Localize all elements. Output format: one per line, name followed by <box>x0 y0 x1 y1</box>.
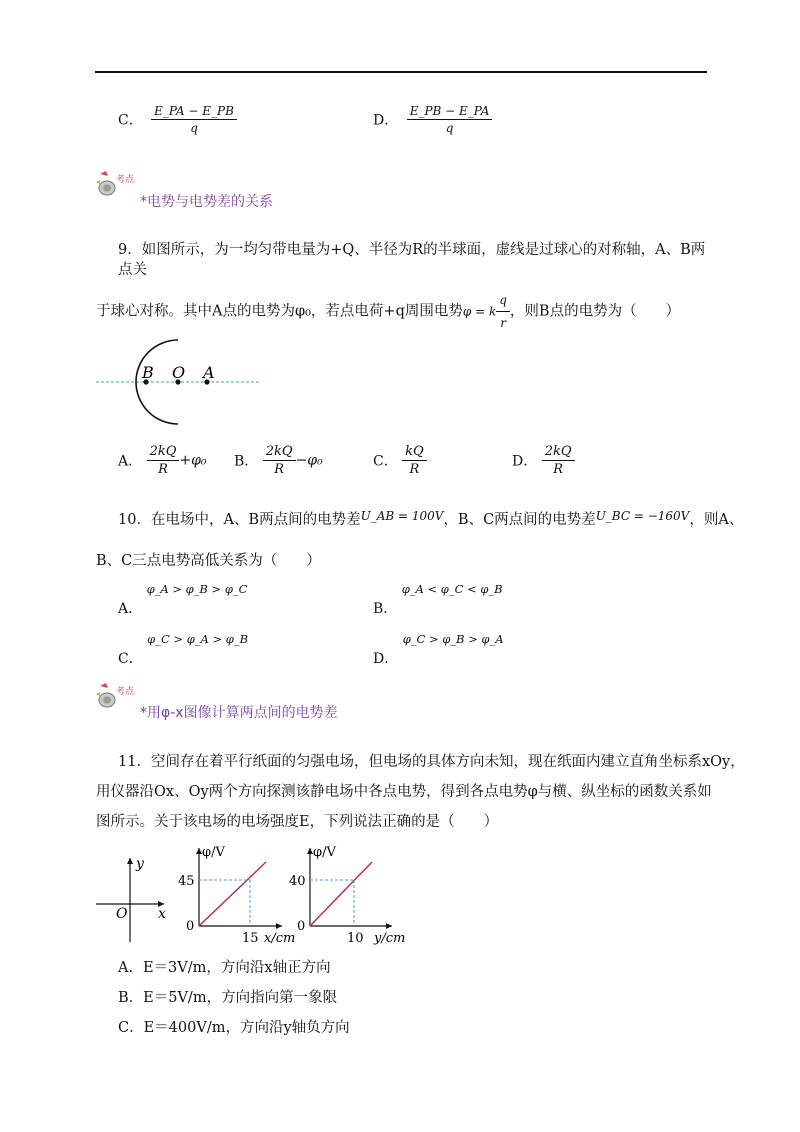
q10-line2: B、C三点电势高低关系为（ ） <box>96 553 321 569</box>
q11-line1: 11．空间存在着平行纸面的匀强电场，但电场的具体方向未知，现在纸面内建立直角坐标系xOy， <box>118 754 745 770</box>
graph1-yval: 45 <box>178 874 195 889</box>
header-rule <box>95 71 707 73</box>
kaodian-icon <box>94 680 134 718</box>
graph1-ylabel: φ/V <box>202 845 225 860</box>
q11-option-b[interactable]: B．E＝5V/m，方向指向第一象限 <box>118 990 338 1006</box>
q10-option-b[interactable]: B． $^{\varphi\_A < \varphi\_C < \varphi\_B}$ <box>373 582 503 617</box>
q8-option-d-fraction: $\frac{E\_PB - E\_PA}{q}$ <box>407 104 493 135</box>
q9-option-d[interactable]: D． $\frac{2kQ}{R}$ <box>512 444 575 477</box>
q8-option-c-fraction: $\frac{E\_PA - E\_PB}{q}$ <box>151 104 237 135</box>
q9-line1: 9．如图所示，为一均匀带电量为+Q、半径为R的半球面，虚线是过球心的对称轴，A、B两点关 <box>118 242 706 278</box>
q10-ubc: U_BC = −160V <box>595 509 690 523</box>
label-b: B <box>142 363 154 382</box>
q11-option-c[interactable]: C．E＝400V/m，方向沿y轴负方向 <box>118 1020 350 1036</box>
q11-line2: 用仪器沿Ox、Oy两个方向探测该静电场中各点电势，得到各点电势φ与横、纵坐标的函数关系如 <box>96 784 712 800</box>
knowledge-point-label: *电势与电势差的关系 <box>140 194 273 210</box>
xoy-axes <box>96 856 166 942</box>
kaodian-icon <box>94 168 134 206</box>
graph2-xval: 10 <box>347 931 364 946</box>
label-a: A <box>203 363 215 382</box>
knowledge-point-label: *用φ-x图像计算两点间的电势差 <box>140 705 338 721</box>
graph1-xval: 15 <box>242 931 259 946</box>
q10-uab: U_AB = 100V <box>360 509 444 523</box>
phi-y-line <box>310 862 372 926</box>
q10-option-c[interactable]: C． $^{\varphi\_C > \varphi\_A > \varphi\_B}$ <box>118 632 249 667</box>
q9-hemisphere-figure <box>90 336 270 426</box>
q9-option-c[interactable]: C． $\frac{kQ}{R}$ <box>373 444 427 477</box>
phi-x-graph <box>178 845 295 946</box>
q8-option-d[interactable]: D． $\frac{E\_PB - E\_PA}{q}$ <box>373 104 492 135</box>
q9-formula-lhs: φ = k <box>462 304 497 319</box>
q11-option-a[interactable]: A．E＝3V/m，方向沿x轴正方向 <box>118 960 331 976</box>
q10-line1: 10．在电场中，A、B两点间的电势差$^{U\_AB = 100V}$，B、C两点间的电势差$^{U\_BC = -160V}$，则A、 <box>118 509 744 528</box>
q8-option-c[interactable]: C． $\frac{E\_PA - E\_PB}{q}$ <box>118 104 237 135</box>
axis-x-label: x <box>158 906 166 922</box>
graph1-zero: 0 <box>186 919 195 934</box>
graph1-xlabel: x/cm <box>264 931 296 946</box>
label-o: O <box>172 363 186 382</box>
graph2-yval: 40 <box>289 874 306 889</box>
phi-y-graph <box>289 845 405 946</box>
graph2-zero: 0 <box>297 919 306 934</box>
phi-x-line <box>199 862 266 926</box>
graph2-xlabel: y/cm <box>374 931 406 946</box>
origin-label: O <box>116 906 128 922</box>
q10-option-a[interactable]: A． $^{\varphi\_A > \varphi\_B > \varphi\_C}$ <box>118 582 248 617</box>
axis-y-label: y <box>136 856 144 872</box>
q9-option-b[interactable]: B． $\frac{2kQ}{R}$ −φ₀ <box>234 444 323 477</box>
svg-text:考点: 考点 <box>116 175 134 185</box>
q9-option-a[interactable]: A． $\frac{2kQ}{R}$ +φ₀ <box>118 444 207 477</box>
q11-line3: 图所示。关于该电场的电场强度E，下列说法正确的是（ ） <box>96 814 499 830</box>
q11-figures <box>92 838 422 948</box>
q9-line2: 于球心对称。其中A点的电势为φ₀，若点电荷+q周围电势φ = k $\frac{q}{r}$ ，则B点的电势为（ ） <box>96 290 680 333</box>
svg-text:考点: 考点 <box>116 687 134 697</box>
q10-option-d[interactable]: D． $^{\varphi\_C > \varphi\_B > \varphi\_A}$ <box>373 632 504 667</box>
graph2-ylabel: φ/V <box>313 845 336 860</box>
q9-formula-fraction: $\frac{q}{r}$ <box>496 290 510 333</box>
